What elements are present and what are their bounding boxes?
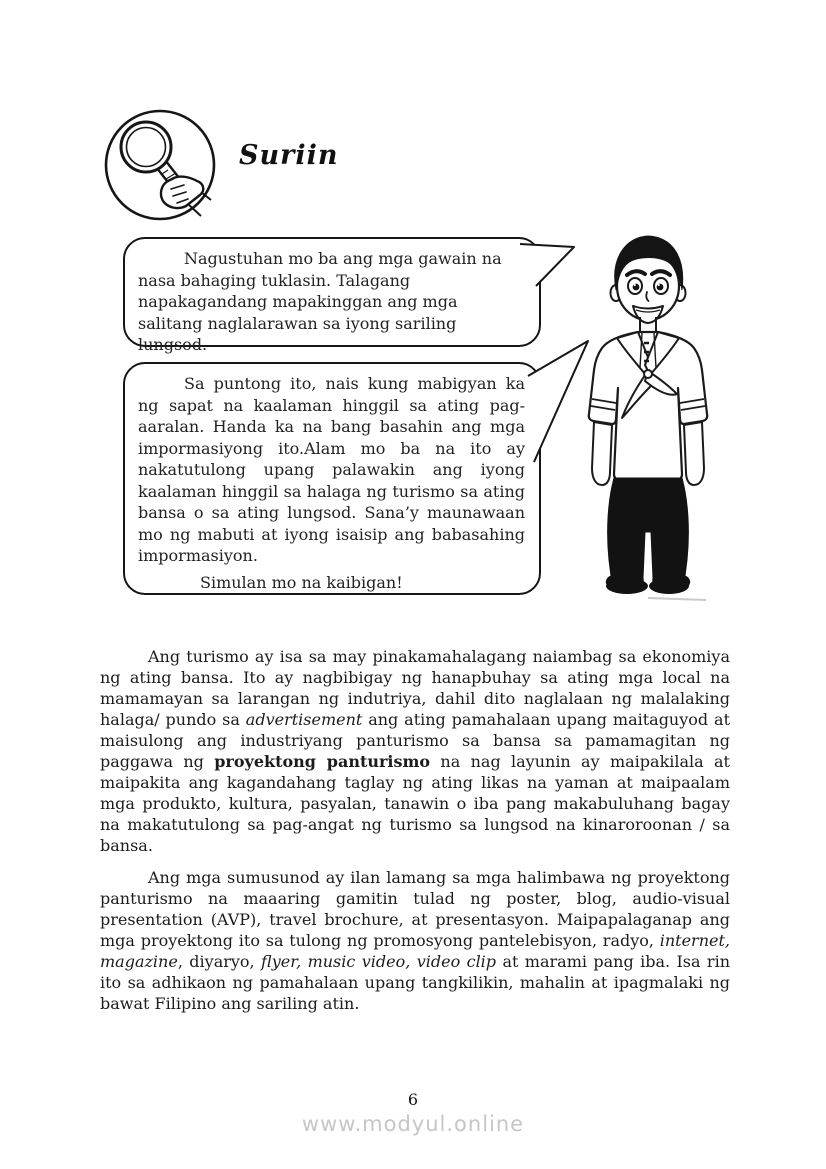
speech-bubble-1 (123, 237, 541, 354)
body-paragraph-1: Ang turismo ay isa sa may pinakamahalagang naiambag sa ekonomiya ng ating bansa. Ito ay nagbibigay ng hanapbuhay sa ating mga local na mamamayan sa larangan ng indutriya, dahil dito naglalaan ng malalaking halaga/ pundo sa advertisement ang ating pamahalaan upang maitaguyod at maisulong ang industriyang panturismo sa bansa sa pamamagitan ng paggawa ng proyektong panturismo na nag layunin ay maipakilala at maipakita ang kagandahang taglay ng ating likas na yaman at maipaalam mga produkto, kultura, pasyalan, tanawin o iba pang makabuluhang bagay na makatutulong sa pag-angat ng turismo sa lungsod na kinaroroonan / sa bansa. (100, 647, 730, 855)
magnifying-glass-icon (102, 107, 218, 223)
page-title: Suriin (239, 140, 339, 171)
body-paragraph-2: Ang mga sumusunod ay ilan lamang sa mga halimbawa ng proyektong panturismo na maaaring gamitin tulad ng poster, blog, audio-visual presentation (AVP), travel brochure, at presentasyon. Maipapalaganap ang mga proyektong ito sa tulong ng promosyong pantelebisyon, radyo, internet, magazine, diyaryo, flyer, music video, video clip at marami pang iba. Isa rin ito sa adhikaon ng pamahalaan upang tangkilikin, mahalin at ipagmalaki ng bawat Filipino ang sariling atin. (100, 868, 730, 1013)
speech-bubble-2-closing: Simulan mo na kaibigan! (200, 572, 403, 592)
speech-bubble-2 (123, 362, 541, 595)
speech-bubble-2-text: Sa puntong ito, nais kung mabigyan ka ng sapat na kaalaman hinggil sa ating pag-aaralan. Handa ka na bang basahin ang mga impormasiyong ito.Alam mo ba na ito ay nakatutulong upang palawakin ang iyong kaalaman hinggil sa halaga ng turismo sa ating bansa o sa ating lungsod. Sana’y maunawaan mo ng mabuti at iyong isaisip ang babasahing impormasiyon. (138, 374, 525, 565)
watermark: www.modyul.online (301, 1112, 525, 1136)
body-text (100, 646, 730, 1025)
page-number: 6 (407, 1090, 419, 1109)
speech-bubble-1-text: Nagustuhan mo ba ang mga gawain na nasa bahaging tuklasin. Talagang napakagandang mapakinggan ang mga salitang naglalarawan sa iyong sariling lungsod. (138, 249, 502, 354)
boy-illustration (572, 230, 720, 610)
